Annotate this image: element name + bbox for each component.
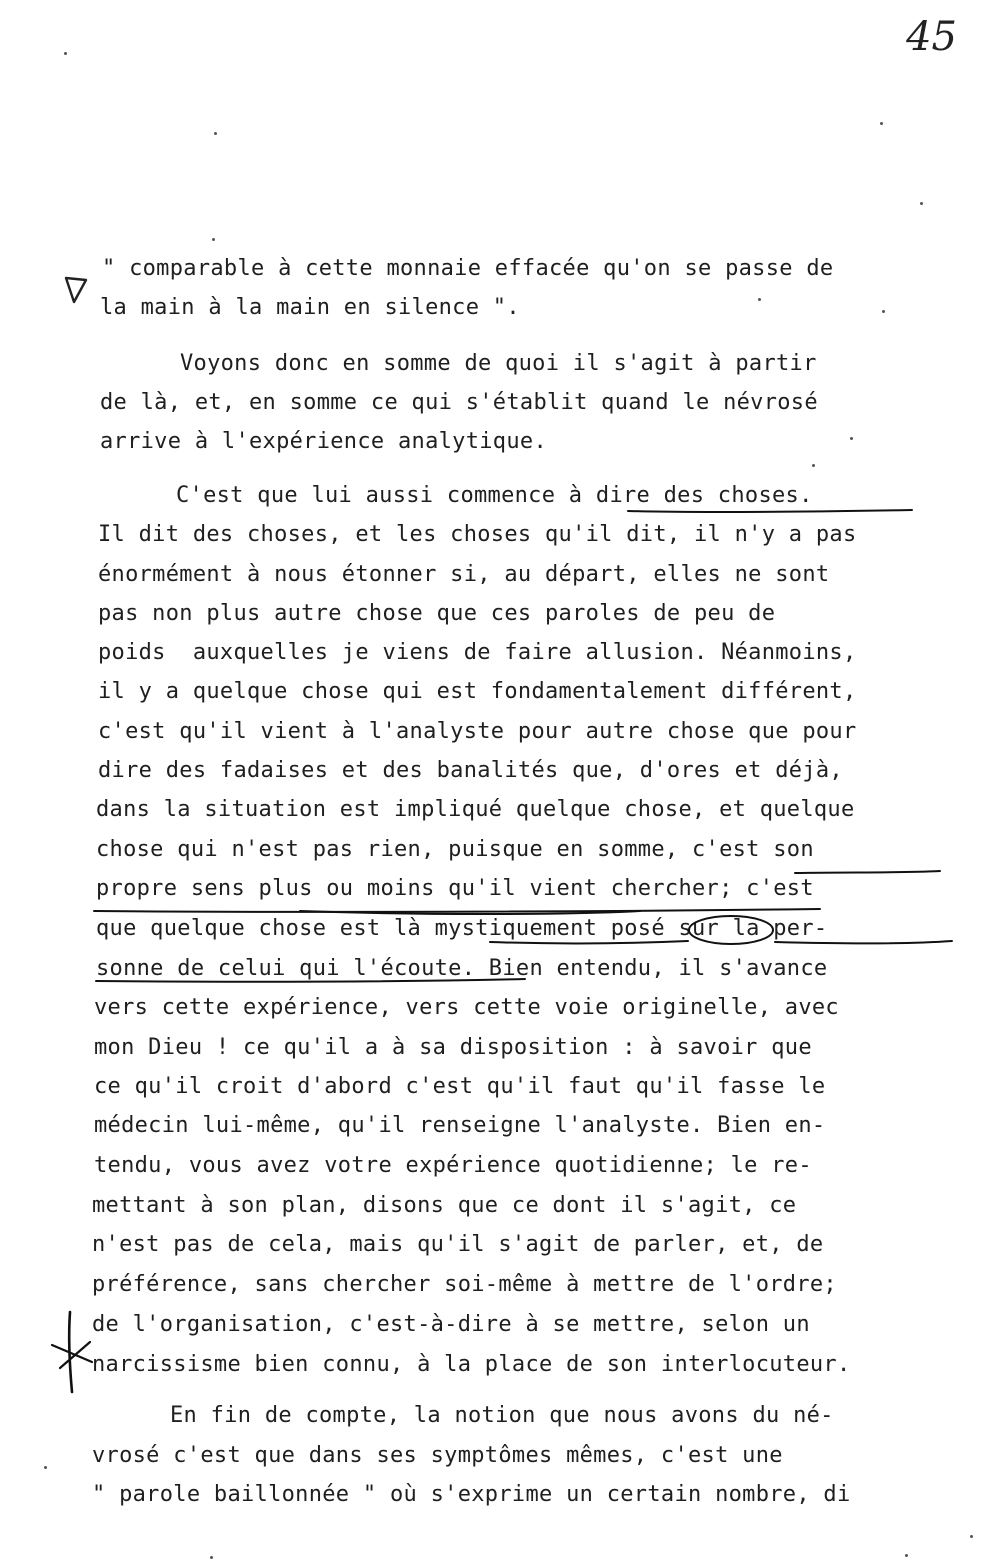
text-line: Voyons donc en somme de quoi il s'agit à partir bbox=[180, 351, 817, 376]
text-line: poids auxquelles je viens de faire allusion. Néanmoins, bbox=[98, 640, 857, 665]
speck bbox=[210, 1556, 213, 1559]
speck bbox=[880, 122, 883, 125]
speck bbox=[214, 132, 217, 135]
text-line: que quelque chose est là mystiquement posé sur la per- bbox=[96, 916, 828, 941]
text-line: mettant à son plan, disons que ce dont il s'agit, ce bbox=[92, 1193, 797, 1218]
text-line: Il dit des choses, et les choses qu'il dit, il n'y a pas bbox=[98, 522, 857, 547]
speck bbox=[970, 1535, 973, 1538]
text-line: chose qui n'est pas rien, puisque en somme, c'est son bbox=[96, 837, 814, 862]
text-line: " comparable à cette monnaie effacée qu'on se passe de bbox=[102, 256, 834, 281]
text-line: de là, et, en somme ce qui s'établit quand le névrosé bbox=[100, 390, 818, 415]
text-line: préférence, sans chercher soi-même à mettre de l'ordre; bbox=[92, 1272, 837, 1297]
text-line: En fin de compte, la notion que nous avons du né- bbox=[170, 1403, 834, 1428]
text-line: sonne de celui qui l'écoute. Bien entendu, il s'avance bbox=[96, 956, 828, 981]
text-line: narcissisme bien connu, à la place de son interlocuteur. bbox=[92, 1352, 851, 1377]
text-line: il y a quelque chose qui est fondamentalement différent, bbox=[98, 679, 857, 704]
text-line: pas non plus autre chose que ces paroles de peu de bbox=[98, 601, 776, 626]
speck bbox=[850, 437, 853, 440]
text-line: dire des fadaises et des banalités que, d'ores et déjà, bbox=[98, 758, 843, 783]
text-line: médecin lui-même, qu'il renseigne l'analyste. Bien en- bbox=[94, 1113, 826, 1138]
text-line: n'est pas de cela, mais qu'il s'agit de parler, et, de bbox=[92, 1232, 824, 1257]
text-line: vers cette expérience, vers cette voie originelle, avec bbox=[94, 995, 839, 1020]
speck bbox=[64, 52, 67, 55]
speck bbox=[812, 464, 815, 467]
text-line: tendu, vous avez votre expérience quotidienne; le re- bbox=[94, 1153, 812, 1178]
text-line: propre sens plus ou moins qu'il vient chercher; c'est bbox=[96, 876, 814, 901]
text-line: dans la situation est impliqué quelque chose, et quelque bbox=[96, 797, 855, 822]
text-line: arrive à l'expérience analytique. bbox=[100, 429, 547, 454]
text-line: c'est qu'il vient à l'analyste pour autre chose que pour bbox=[98, 719, 857, 744]
speck bbox=[882, 310, 885, 313]
text-line: énormément à nous étonner si, au départ, elles ne sont bbox=[98, 562, 830, 587]
text-line: " parole baillonnée " où s'exprime un certain nombre, di bbox=[92, 1482, 851, 1507]
text-line: vrosé c'est que dans ses symptômes mêmes, c'est une bbox=[92, 1443, 783, 1468]
text-line: C'est que lui aussi commence à dire des choses. bbox=[176, 483, 813, 508]
text-line: de l'organisation, c'est-à-dire à se mettre, selon un bbox=[92, 1312, 810, 1337]
speck bbox=[212, 238, 215, 241]
text-line: la main à la main en silence ". bbox=[100, 295, 520, 320]
page-number: 45 bbox=[906, 14, 957, 60]
speck bbox=[905, 1554, 908, 1557]
text-line: ce qu'il croit d'abord c'est qu'il faut qu'il fasse le bbox=[94, 1074, 826, 1099]
speck bbox=[758, 298, 761, 301]
speck bbox=[44, 1466, 47, 1469]
speck bbox=[920, 202, 923, 205]
text-line: mon Dieu ! ce qu'il a à sa disposition : à savoir que bbox=[94, 1035, 812, 1060]
